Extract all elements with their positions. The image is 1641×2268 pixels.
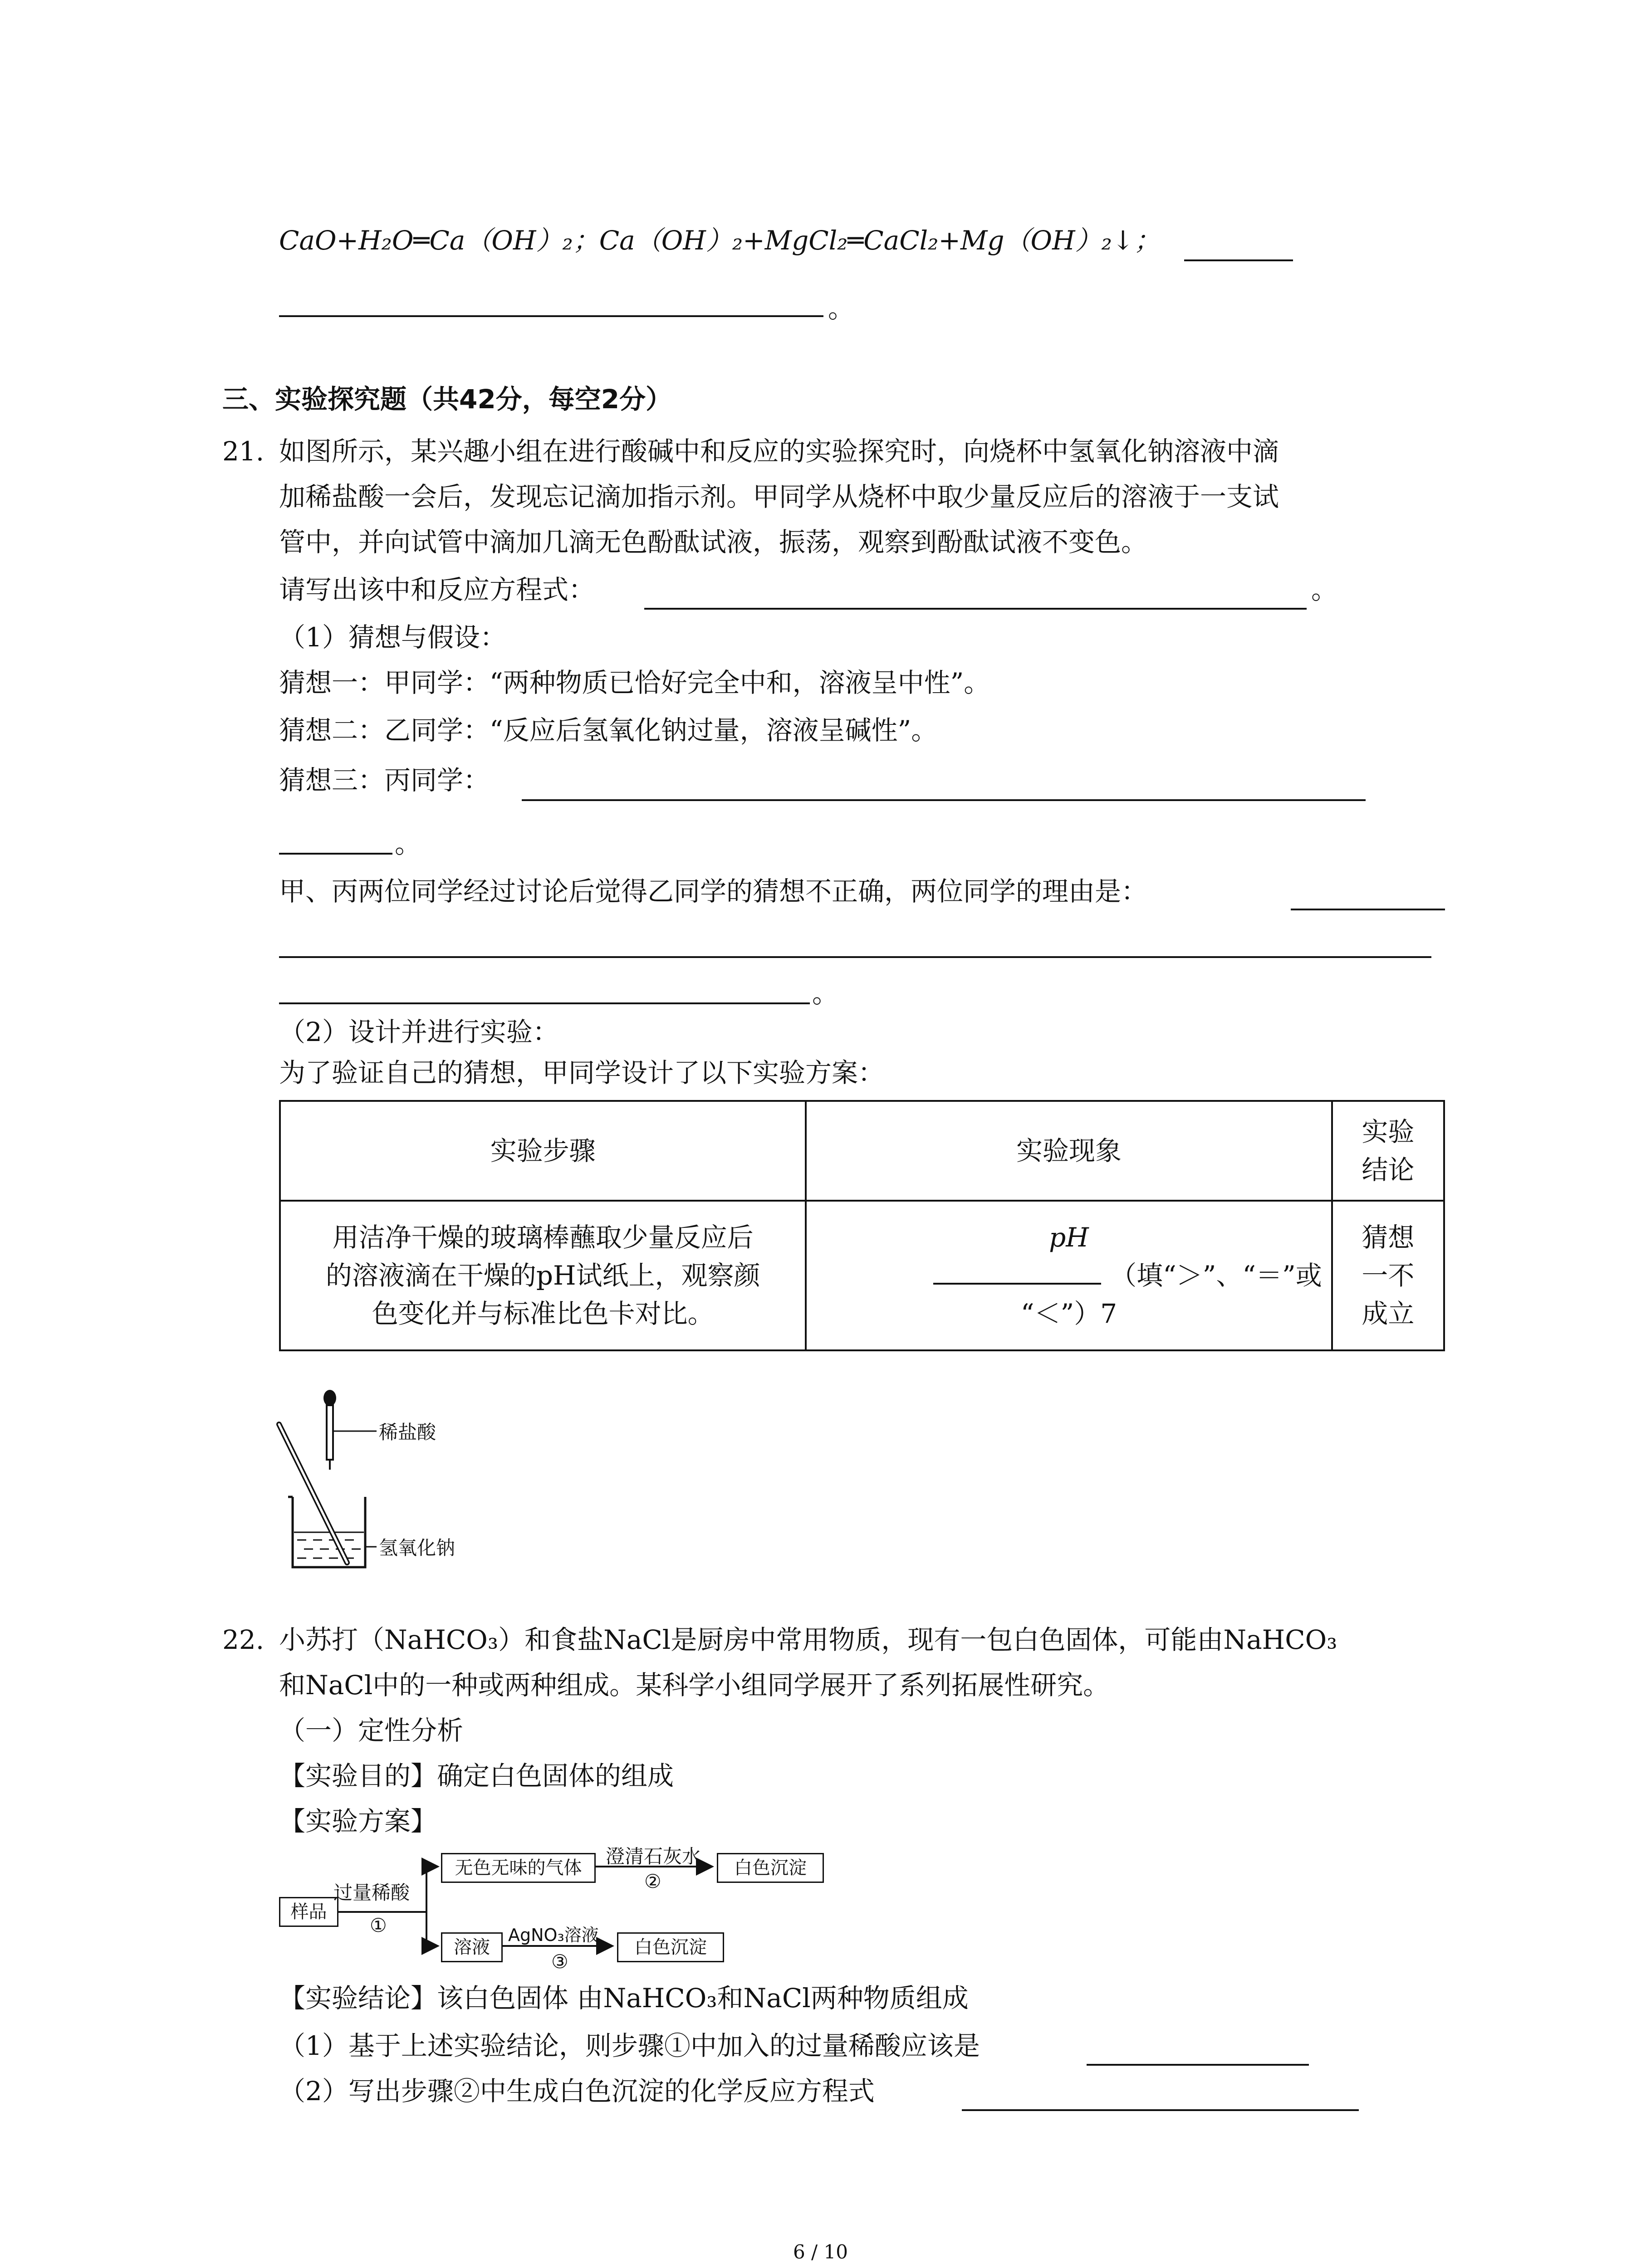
flow-label-reagent: AgNO₃溶液 xyxy=(508,1925,599,1945)
question-number: 22. xyxy=(222,1624,265,1655)
label-sodium-hydroxide: 氢氧化钠 xyxy=(379,1537,456,1559)
table-header: 实验步骤 xyxy=(280,1101,806,1201)
q21-text-2: 加稀盐酸一会后，发现忘记滴加指示剂。甲同学从烧杯中取少量反应后的溶液于一支试 xyxy=(279,481,1279,512)
cell-text-row xyxy=(816,1256,1322,1295)
q22-text-1: 小苏打（NaHCO₃）和食盐NaCl是厨房中常用物质，现有一包白色固体，可能由NaHCO₃ xyxy=(279,1624,1337,1655)
cell-text: 用洁净干燥的玻璃棒蘸取少量反应后 xyxy=(332,1222,754,1253)
cell-text: pH xyxy=(1049,1222,1089,1253)
q21-text-3: 管中，并向试管中滴加几滴无色酚酞试液，振荡，观察到酚酞试液不变色。 xyxy=(279,527,1148,557)
table-cell-phenomenon xyxy=(806,1201,1332,1350)
answer-blank[interactable] xyxy=(962,2109,1359,2111)
answer-blank[interactable] xyxy=(279,853,392,855)
subheading: （一）定性分析 xyxy=(279,1715,464,1746)
answer-blank[interactable] xyxy=(644,608,1307,610)
dropper-bulb xyxy=(323,1390,336,1406)
guess-2: 猜想二：乙同学：“反应后氢氧化钠过量，溶液呈碱性”。 xyxy=(279,715,938,746)
answer-blank[interactable] xyxy=(1291,909,1445,910)
flow-label-reagent: 澄清石灰水 xyxy=(606,1845,701,1867)
flow-box-precipitate: 白色沉淀 xyxy=(717,1853,824,1883)
equation-text: CaO+H₂O═Ca（OH）₂；Ca（OH）₂+MgCl₂═CaCl₂+Mg（OH）₂↓； xyxy=(279,225,1161,256)
table-header-part: 实验 xyxy=(1362,1116,1415,1147)
q22-sub-question-2: （2）写出步骤②中生成白色沉淀的化学反应方程式 xyxy=(279,2076,875,2107)
answer-blank[interactable] xyxy=(1087,2064,1309,2066)
flow-box-sample: 样品 xyxy=(279,1897,338,1927)
q22-sub-question-1: （1）基于上述实验结论，则步骤①中加入的过量稀酸应该是 xyxy=(279,2030,980,2061)
punctuation: 。 xyxy=(395,828,421,859)
punctuation: 。 xyxy=(812,978,839,1009)
punctuation: 。 xyxy=(1311,574,1338,605)
cell-text: 猜想 xyxy=(1362,1222,1415,1253)
table-header xyxy=(1332,1101,1444,1201)
answer-blank[interactable] xyxy=(1184,259,1293,261)
answer-blank[interactable] xyxy=(279,315,823,317)
question-number: 21. xyxy=(222,436,265,467)
subheading: （2）设计并进行实验： xyxy=(279,1017,559,1047)
table-cell-step xyxy=(280,1201,806,1350)
guess-3: 猜想三：丙同学： xyxy=(279,765,490,796)
flow-box-precipitate: 白色沉淀 xyxy=(617,1932,724,1962)
punctuation: 。 xyxy=(828,293,855,324)
equation-line xyxy=(279,222,1161,259)
q22-text-2: 和NaCl中的一种或两种组成。某科学小组同学展开了系列拓展性研究。 xyxy=(279,1670,1110,1701)
answer-blank[interactable] xyxy=(522,799,1366,801)
table-header-part: 结论 xyxy=(1362,1154,1415,1185)
plan-intro: 为了验证自己的猜想，甲同学设计了以下实验方案： xyxy=(279,1057,885,1088)
reason-prompt: 甲、丙两位同学经过讨论后觉得乙同学的猜想不正确，两位同学的理由是： xyxy=(279,876,1148,907)
table-row xyxy=(280,1201,1444,1350)
cell-text: 色变化并与标准比色卡对比。 xyxy=(372,1298,714,1329)
table-header: 实验现象 xyxy=(806,1101,1332,1201)
dropper-tube xyxy=(327,1405,333,1460)
q21-prompt-equation: 请写出该中和反应方程式： xyxy=(279,574,595,605)
experiment-conclusion: 【实验结论】该白色固体 由NaHCO₃和NaCl两种物质组成 xyxy=(279,1983,969,2014)
cell-text: 一不 xyxy=(1362,1260,1415,1291)
experiment-plan: 【实验方案】 xyxy=(279,1806,437,1837)
answer-blank[interactable] xyxy=(279,1002,810,1004)
flow-label-step: ② xyxy=(644,1870,661,1892)
answer-blank[interactable] xyxy=(279,956,1431,958)
guess-1: 猜想一：甲同学：“两种物质已恰好完全中和，溶液呈中性”。 xyxy=(279,667,990,698)
cell-text: 的溶液滴在干燥的pH试纸上，观察颜 xyxy=(325,1260,760,1291)
cell-text: （填“＞”、“＝”或 xyxy=(1110,1260,1322,1291)
experiment-aim: 【实验目的】确定白色固体的组成 xyxy=(279,1760,674,1791)
flow-box-gas: 无色无味的气体 xyxy=(441,1853,596,1883)
label-hydrochloric-acid: 稀盐酸 xyxy=(379,1421,436,1443)
flow-label-step: ③ xyxy=(551,1950,568,1973)
subheading: （1）猜想与假设： xyxy=(279,622,506,653)
answer-blank[interactable] xyxy=(933,1259,1101,1285)
table-cell-conclusion xyxy=(1332,1201,1444,1350)
cell-text: 成立 xyxy=(1362,1298,1415,1329)
flow-box-solution: 溶液 xyxy=(441,1932,503,1962)
flow-label-reagent: 过量稀酸 xyxy=(333,1882,410,1904)
section-title: 三、实验探究题（共42分，每空2分） xyxy=(222,384,672,415)
q21-text-1: 如图所示，某兴趣小组在进行酸碱中和反应的实验探究时，向烧杯中氢氧化钠溶液中滴 xyxy=(279,436,1279,467)
experiment-table xyxy=(279,1100,1445,1351)
page-number: 6 / 10 xyxy=(793,2241,848,2263)
cell-text: “＜”）7 xyxy=(1020,1298,1117,1329)
flow-label-step: ① xyxy=(370,1914,387,1936)
table-header-row xyxy=(280,1101,1444,1201)
